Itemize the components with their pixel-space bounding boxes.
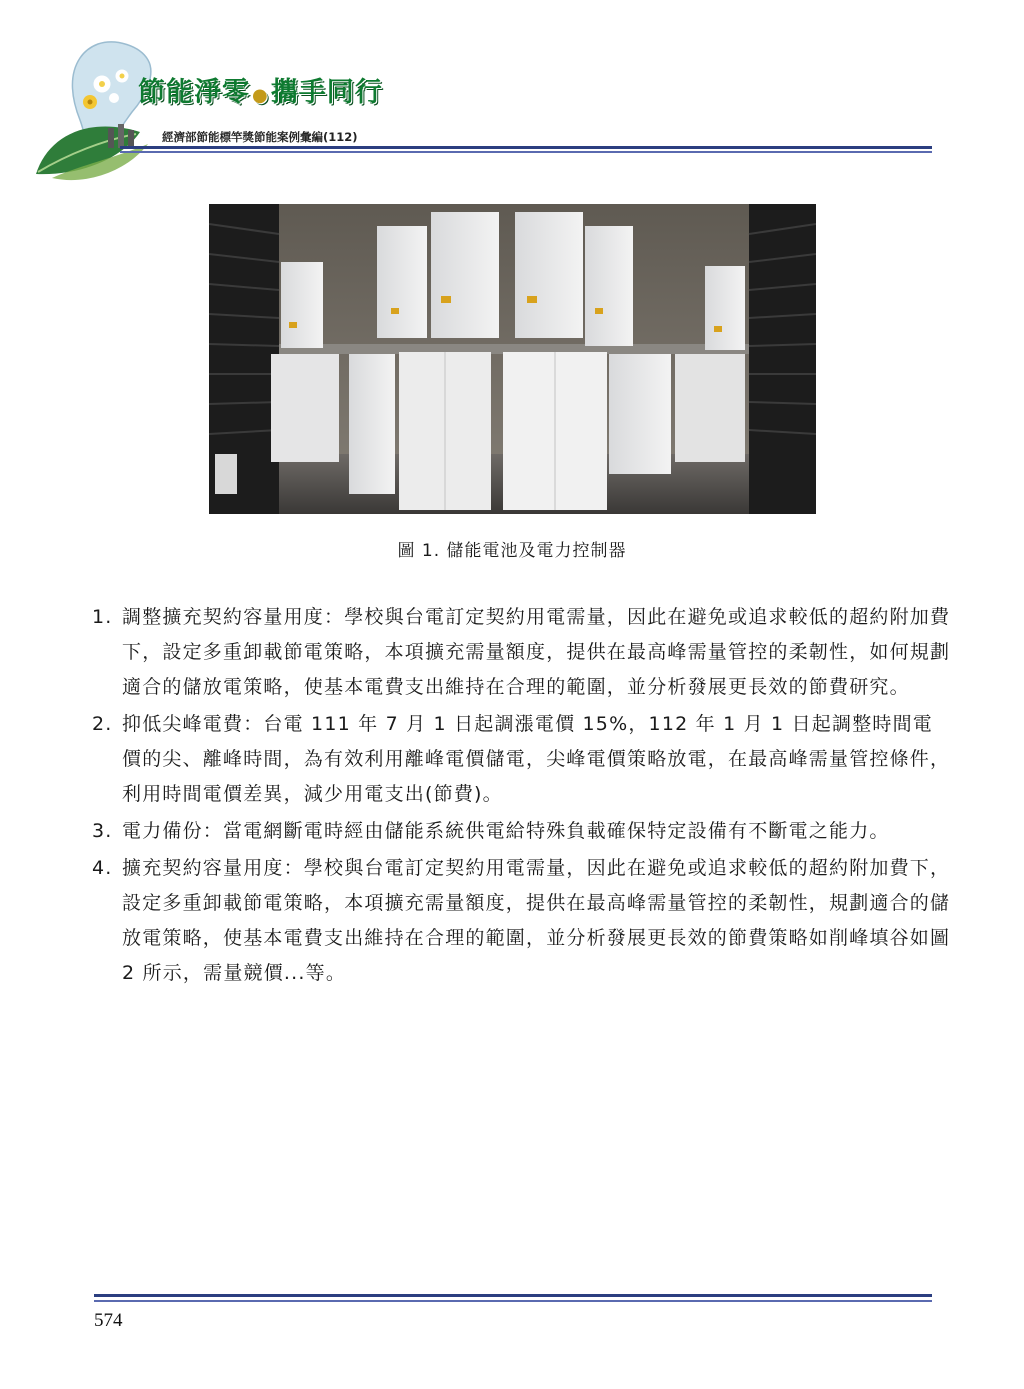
page-number: 574 [94,1310,123,1331]
figure-caption: 圖 1. 儲能電池及電力控制器 [397,541,627,561]
list-item-text: 調整擴充契約容量用度：學校與台電訂定契約用電需量，因此在避免或追求較低的超約附加費下，設定多重卸載節電策略，本項擴充需量額度，提供在最高峰需量管控的柔韌性，如何規劃適合的儲放電策略，使基本電費支出維持在合理的範圍，並分析發展更長效的節費研究。 [122,606,951,698]
list-item [92,851,952,991]
header-subtitle: 經濟部節能標竿獎節能案例彙編(112) [162,130,358,144]
header-rule [120,146,932,153]
list-item [92,707,952,812]
body-list [92,600,952,993]
list-item-text: 電力備份：當電網斷電時經由儲能系統供電給特殊負載確保特定設備有不斷電之能力。 [122,820,890,842]
footer-rule [94,1294,932,1302]
header-title-part2: 攜手同行 [270,77,383,108]
header-title [138,70,383,109]
list-item [92,600,952,705]
list-item-number: 3. [92,820,113,842]
list-item [92,814,952,849]
list-item-number: 4. [92,857,113,879]
list-item-number: 1. [92,606,113,628]
list-item-text: 擴充契約容量用度：學校與台電訂定契約用電需量，因此在避免或追求較低的超約附加費下，設定多重卸載節電策略，本項擴充需量額度，提供在最高峰需量管控的柔韌性，規劃適合的儲放電策略，使基本電費支出維持在合理的範圍，並分析發展更長效的節費策略如削峰填谷如圖 2 所示，需量競價...等。 [122,857,951,984]
list-item-number: 2. [92,713,113,735]
taiwan-leaf-logo [28,36,178,186]
sun-dot-icon: ● [252,85,269,106]
header-title-part1: 節能淨零 [138,77,250,108]
battery-cabinet-photo [209,204,816,514]
list-item-text: 抑低尖峰電費：台電 111 年 7 月 1 日起調漲電價 15%，112 年 1 月 1 日起調整時間電價的尖、離峰時間，為有效利用離峰電價儲電，尖峰電價策略放電，在最高峰需量管控條件，利用時間電價差異，減少用電支出(節費)。 [122,713,951,805]
